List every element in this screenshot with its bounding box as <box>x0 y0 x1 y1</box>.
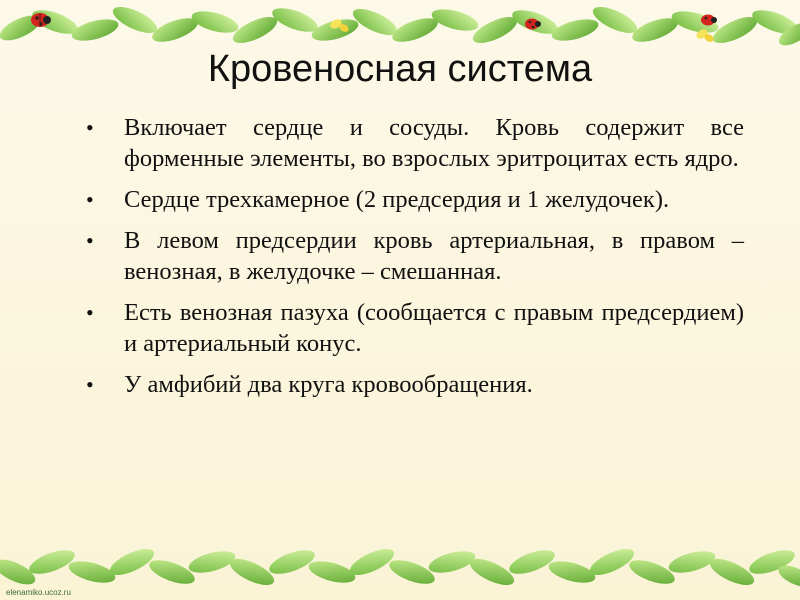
bullet-text: Включает сердце и сосуды. Кровь содержит все форменные элементы, во взрослых эритроцитах есть ядро. <box>124 114 744 172</box>
bullet-text: У амфибий два круга кровообращения. <box>124 371 533 398</box>
bottom-leaf-garland <box>0 532 800 600</box>
slide-title: Кровеносная система <box>207 48 593 90</box>
bullet-text: В левом предсердии кровь артериальная, в правом – венозная, в желудочке – смешанная. <box>124 227 744 285</box>
bullet-icon: • <box>86 372 94 397</box>
list-item <box>86 297 744 359</box>
bullet-icon: • <box>86 228 94 253</box>
bullet-text: Есть венозная пазуха (сообщается с правым предсердием) и артериальный конус. <box>124 299 744 357</box>
list-item <box>86 184 744 215</box>
watermark: elenamiko.ucoz.ru <box>6 588 71 597</box>
bullet-icon: • <box>86 187 94 212</box>
list-item <box>86 112 744 174</box>
bullet-icon: • <box>86 300 94 325</box>
list-item <box>86 225 744 287</box>
leaf-garland-icon <box>0 532 800 600</box>
bullet-text: Сердце трехкамерное (2 предсердия и 1 желудочек). <box>124 186 670 213</box>
bullet-list <box>86 112 744 410</box>
bullet-icon: • <box>86 115 94 140</box>
list-item <box>86 369 744 400</box>
